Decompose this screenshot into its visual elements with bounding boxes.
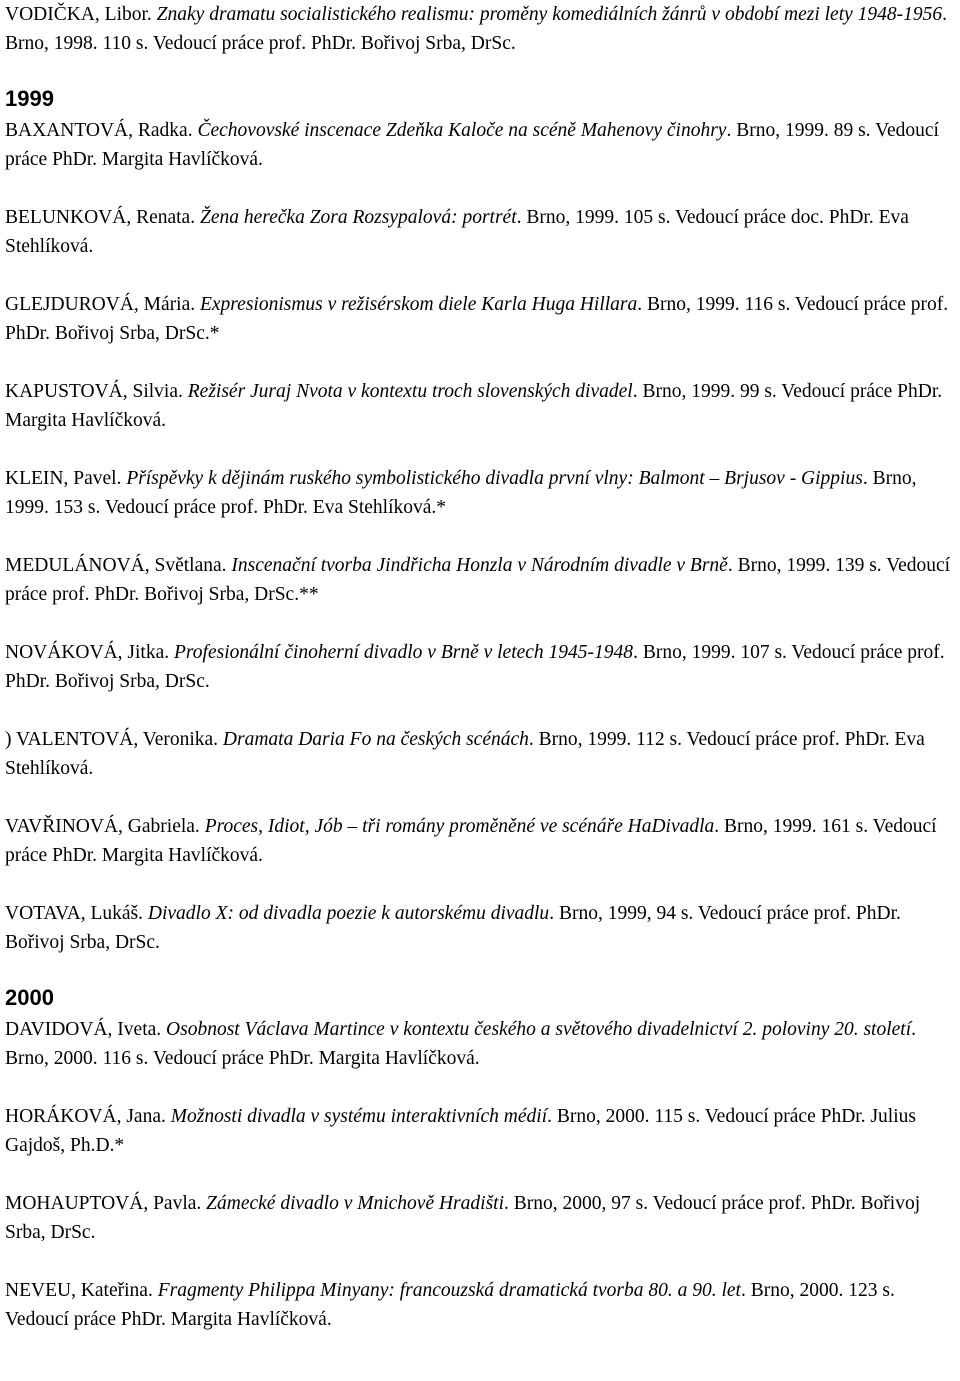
entry-details: . Brno, 1999. 116 s. Vedoucí práce prof. PhDr. Bořivoj Srba, DrSc.* xyxy=(5,294,949,344)
entry-details: . Brno, 2000. 116 s. Vedoucí práce PhDr. Margita Havlíčková. xyxy=(5,1019,917,1069)
entry-title: Inscenační tvorba Jindřicha Honzla v Národním divadle v Brně xyxy=(231,555,728,576)
entry-title: Divadlo X: od divadla poezie k autorskému divadlu xyxy=(147,903,550,924)
bibliography-entry xyxy=(5,1015,960,1073)
entry-details: . Brno, 1999, 94 s. Vedoucí práce prof. PhDr. Bořivoj Srba, DrSc. xyxy=(5,903,901,953)
bibliography-entry xyxy=(5,290,960,348)
bibliography-entry xyxy=(5,725,960,783)
entry-details: . Brno, 1999. 105 s. Vedoucí práce doc. PhDr. Eva Stehlíková. xyxy=(5,207,909,257)
entry-title: Možnosti divadla v systému interaktivních médií xyxy=(170,1106,548,1127)
entry-author: HORÁKOVÁ, Jana. xyxy=(5,1106,171,1127)
entry-details: . Brno, 2000, 97 s. Vedoucí práce prof. PhDr. Bořivoj Srba, DrSc. xyxy=(5,1193,921,1243)
entry-details: . Brno, 1999. 89 s. Vedoucí práce PhDr. Margita Havlíčková. xyxy=(5,120,939,170)
bibliography-entry xyxy=(5,551,960,609)
entry-author: VAVŘINOVÁ, Gabriela. xyxy=(5,816,205,837)
entry-title: Osobnost Václava Martince v kontextu českého a světového divadelnictví 2. poloviny 20. století xyxy=(166,1019,912,1040)
entry-title: Režisér Juraj Nvota v kontextu troch slovenských divadel xyxy=(187,381,633,402)
entry-details: . Brno, 1999. 99 s. Vedoucí práce PhDr. Margita Havlíčková. xyxy=(5,381,943,431)
bibliography-entry xyxy=(5,0,960,58)
entry-details: . Brno, 2000. 123 s. Vedoucí práce PhDr. Margita Havlíčková. xyxy=(5,1280,895,1330)
year-heading-1999: 1999 xyxy=(5,86,54,111)
entry-author: GLEJDUROVÁ, Mária. xyxy=(5,294,200,315)
bibliography-entry xyxy=(5,464,960,522)
entry-author: BELUNKOVÁ, Renata. xyxy=(5,207,200,228)
bibliography-entry xyxy=(5,1276,960,1334)
entry-details: . Brno, 1999. 139 s. Vedoucí práce prof. PhDr. Bořivoj Srba, DrSc.** xyxy=(5,555,951,605)
entry-title: Expresionismus v režisérskom diele Karla Huga Hillara xyxy=(199,294,638,315)
entry-details: . Brno, 1999. 153 s. Vedoucí práce prof. PhDr. Eva Stehlíková.* xyxy=(5,468,917,518)
entry-author: MEDULÁNOVÁ, Světlana. xyxy=(5,555,232,576)
entry-title: Profesionální činoherní divadlo v Brně v letech 1945-1948 xyxy=(174,642,634,663)
entry-author: BAXANTOVÁ, Radka. xyxy=(5,120,198,141)
entry-title: Čechovovské inscenace Zdeňka Kaloče na scéně Mahenovy činohry xyxy=(197,120,727,141)
entry-title: Dramata Daria Fo na českých scénách xyxy=(222,729,529,750)
entry-author: DAVIDOVÁ, Iveta. xyxy=(5,1019,167,1040)
bibliography-entry xyxy=(5,899,960,957)
entry-title: Proces, Idiot, Jób – tři romány proměněné ve scénáře HaDivadla xyxy=(204,816,715,837)
bibliography-entry xyxy=(5,1189,960,1247)
entry-title: Znaky dramatu socialistického realismu: proměny komediálních žánrů v období mezi lety 1948-1956 xyxy=(156,4,943,25)
bibliography-entry xyxy=(5,116,960,174)
entry-details: . Brno, 1999. 112 s. Vedoucí práce prof. PhDr. Eva Stehlíková. xyxy=(5,729,925,779)
bibliography-entry xyxy=(5,377,960,435)
entry-author: KAPUSTOVÁ, Silvia. xyxy=(5,381,188,402)
entry-details: . Brno, 1999. 107 s. Vedoucí práce prof. PhDr. Bořivoj Srba, DrSc. xyxy=(5,642,945,692)
entry-author: VODIČKA, Libor. xyxy=(5,4,157,25)
entry-author: VOTAVA, Lukáš. xyxy=(5,903,148,924)
entry-author: NEVEU, Kateřina. xyxy=(5,1280,158,1301)
entry-author: ) VALENTOVÁ, Veronika. xyxy=(5,729,223,750)
entry-author: NOVÁKOVÁ, Jitka. xyxy=(5,642,174,663)
entry-title: Fragmenty Philippa Minyany: francouzská dramatická tvorba 80. a 90. let xyxy=(157,1280,741,1301)
entry-title: Zámecké divadlo v Mnichově Hradišti xyxy=(206,1193,504,1214)
entry-author: MOHAUPTOVÁ, Pavla. xyxy=(5,1193,207,1214)
bibliography-entry xyxy=(5,203,960,261)
entry-details: . Brno, 1999. 161 s. Vedoucí práce PhDr. Margita Havlíčková. xyxy=(5,816,937,866)
entry-details: . Brno, 2000. 115 s. Vedoucí práce PhDr. Julius Gajdoš, Ph.D.* xyxy=(5,1106,916,1156)
bibliography-entry xyxy=(5,638,960,696)
entry-title: Žena herečka Zora Rozsypalová: portrét xyxy=(199,207,517,228)
bibliography-entry xyxy=(5,1102,960,1160)
entry-title: Příspěvky k dějinám ruského symbolistického divadla první vlny: Balmont – Brjusov - Gippius xyxy=(126,468,863,489)
entry-details: . Brno, 1998. 110 s. Vedoucí práce prof. PhDr. Bořivoj Srba, DrSc. xyxy=(5,4,948,54)
entry-author: KLEIN, Pavel. xyxy=(5,468,127,489)
year-heading-2000: 2000 xyxy=(5,985,54,1010)
bibliography-entry xyxy=(5,812,960,870)
